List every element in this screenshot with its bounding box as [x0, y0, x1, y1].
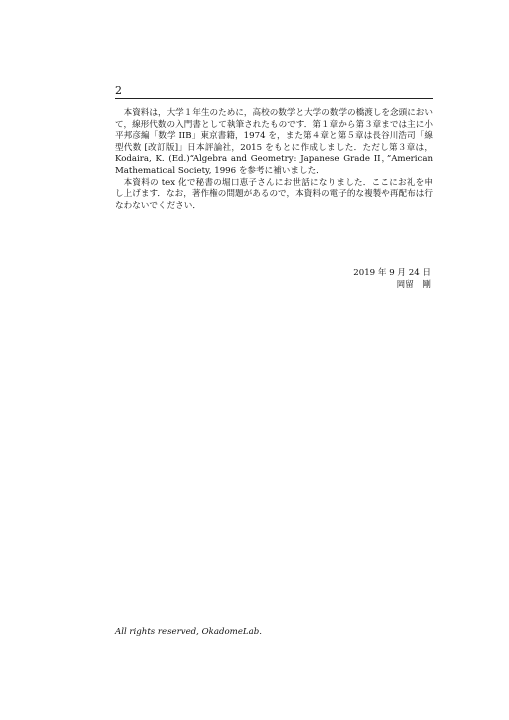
header-rule: [115, 98, 433, 99]
body-text: [115, 108, 433, 212]
copyright-footer: All rights reserved, OkadomeLab.: [115, 627, 262, 637]
paragraph-acknowledgement: 本資料の tex 化で秘書の堀口恵子さんにお世話になりました．ここにお礼を申し上げます．なお，著作権の問題があるので，本資料の電子的な複製や再配布は行なわないでください．: [115, 177, 433, 211]
signature-author: 岡留 剛: [396, 279, 431, 290]
signature-block: [353, 268, 431, 291]
paragraph-intro: 本資料は，大学１年生のために，高校の数学と大学の数学の橋渡しを念頭において，線形代数の入門書として執筆されたものです．第１章から第３章までは主に小平邦彦編「数学 IIB」東京書籍，1974 を，また第４章と第５章は長谷川浩司「線型代数 [改訂版]」日本評論社，2015 をもとに作成しました．ただし第３章は，Kodaira, K. (Ed.)“Algebra and Geometry: Japanese Grade II，”American Mathematical Society, 1996 を参考に補いました．: [115, 108, 433, 176]
page-number: 2: [115, 84, 122, 97]
signature-date: 2019 年 9 月 24 日: [353, 268, 431, 278]
